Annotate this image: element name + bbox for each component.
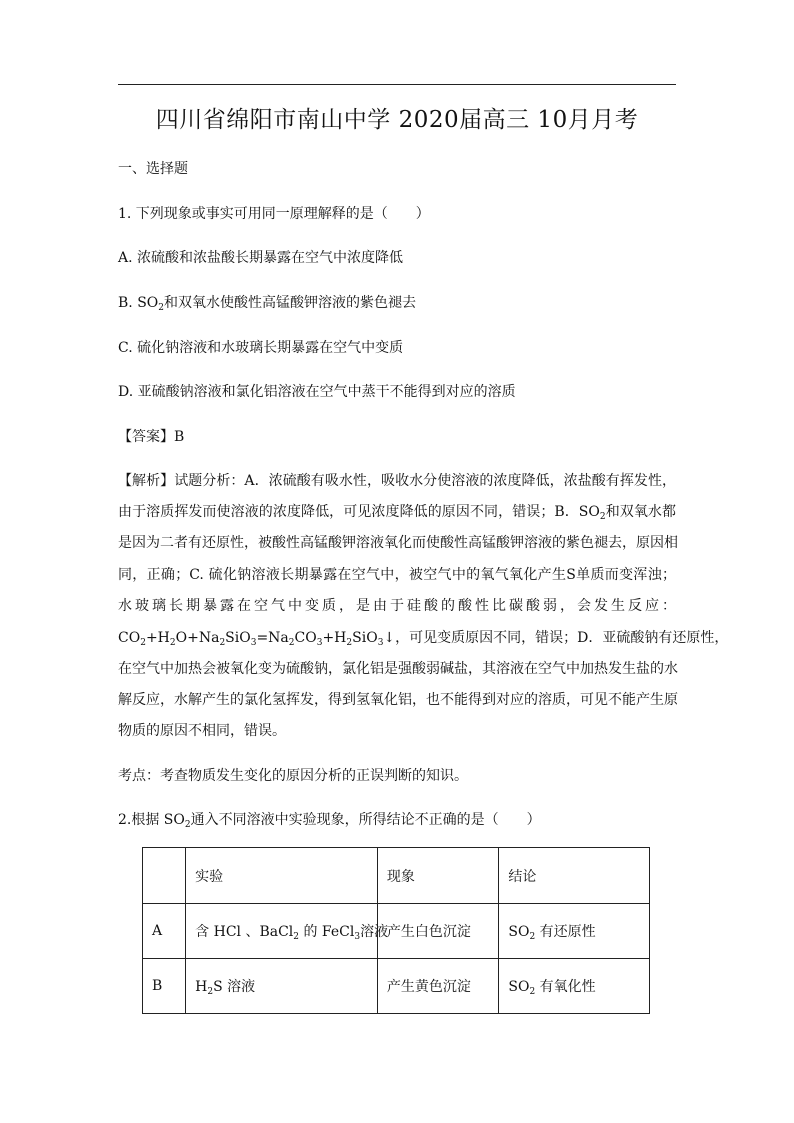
row-label: B [143,959,186,1014]
row-label: A [143,904,186,959]
table-header-cell [143,848,186,904]
eq-h2-sub: 2 [346,638,353,648]
eq-sio: SiO [225,630,251,646]
eq-co-sub: 2 [140,638,146,648]
q1-option-c: C. 硫化钠溶液和水玻璃长期暴露在空气中变质 [118,340,404,356]
q1-option-b-suffix: 和双氧水使酸性高锰酸钾溶液的紫色褪去 [164,295,416,311]
analysis-line-8: 解反应，水解产生的氯化氢挥发，得到氢氧化铝，也不能得到对应的溶质，可见不能产生原 [118,692,678,708]
conc-sub: 2 [529,932,536,942]
eq-sio3-sub: 3 [377,638,384,648]
conc-post: 有氧化性 [535,979,596,995]
eq-co3-sub: 3 [316,638,323,648]
analysis-line-3: 是因为二者有还原性，被酸性高锰酸钾溶液氧化而使酸性高锰酸钾溶液的紫色褪去，原因相 [118,535,678,551]
q2-stem-sub: 2 [184,820,191,830]
conclusion-cell [499,904,650,959]
experiment-cell [186,959,378,1014]
q1-option-a: A. 浓硫酸和浓盐酸长期暴露在空气中浓度降低 [118,250,404,266]
q1-option-b-prefix: B. SO [118,295,159,311]
document-title: 四川省绵阳市南山中学 2020届高三 10月月考 [155,107,639,133]
eq-o-na: O+Na [175,630,220,646]
table-row [143,904,650,959]
conc-pre: SO [508,979,530,995]
analysis-line-7: 在空气中加热会被氧化变为硫酸钠，氯化铝是强酸弱碱盐，其溶液在空气中加热发生盐的水 [118,661,678,677]
eq-h: +H [145,630,170,646]
eq-plus-h: +H [322,630,347,646]
exp-pre: 含 HCl 、BaCl [195,924,294,940]
analysis-line-1: 【解析】试题分析：A．浓硫酸有吸水性，吸收水分使溶液的浓度降低，浓盐酸有挥发性， [118,473,676,489]
q2-stem-prefix: 2.根据 SO [118,812,185,828]
analysis-line-2-a: 由于溶质挥发而使溶液的浓度降低，可见浓度降低的原因不同，错误；B．SO [118,504,600,520]
q1-kaodian: 考点：考查物质发生变化的原因分析的正误判断的知识。 [118,768,468,784]
table-header-cell: 结论 [499,848,650,904]
exp-pre: H [195,979,208,995]
exp-post: 溶液 [360,924,389,940]
analysis-line-9: 物质的原因不相同，错误。 [118,723,286,739]
eq-eq-na: =Na [256,630,289,646]
eq-co: CO [118,630,141,646]
experiment-cell [186,904,389,959]
q1-option-b-sub: 2 [158,303,164,313]
analysis-line-2-b: 和双氧水都 [605,504,677,520]
eq-h-sub: 2 [169,638,176,648]
q1-answer: 【答案】B [118,429,185,445]
eq-sio3: SiO [352,630,378,646]
q2-table [142,847,650,1014]
conc-sub: 2 [529,987,536,997]
eq-na-sub: 2 [219,638,226,648]
header-rule [118,84,676,85]
exp-sub2: 3 [354,932,361,942]
eq-tail: ↓，可见变质原因不同，错误；D．亚硫酸钠有还原性， [383,630,729,646]
eq-sio-sub: 3 [250,638,257,648]
exp-sub1: 2 [293,932,300,942]
q2-stem-suffix: 通入不同溶液中实验现象，所得结论不正确的是（ ） [190,812,541,828]
q1-option-b [118,293,416,313]
table-header-cell: 实验 [186,848,378,904]
eq-na2-sub: 2 [288,638,295,648]
conclusion-cell [499,959,650,1014]
conc-pre: SO [508,924,530,940]
eq-co3: CO [294,630,317,646]
conc-post: 有还原性 [535,924,596,940]
analysis-line-5: 水玻璃长期暴露在空气中变质，是由于硅酸的酸性比碳酸弱，会发生反应： [118,598,676,614]
exp-sub1: 2 [207,987,214,997]
q1-option-d: D. 亚硫酸钠溶液和氯化铝溶液在空气中蒸干不能得到对应的溶质 [118,384,516,400]
q2-stem [118,810,541,830]
exp-mid: S 溶液 [213,979,256,995]
analysis-line-2-sub: 2 [599,512,606,522]
section-heading: 一、选择题 [118,161,188,177]
analysis-equation-line [118,628,729,648]
table-row [143,959,650,1014]
phenomenon-cell: 产生白色沉淀 [377,904,498,959]
q1-stem: 1. 下列现象或事实可用同一原理解释的是（ ） [118,206,430,222]
table-header-row [143,848,650,904]
analysis-line-2 [118,502,676,522]
analysis-line-4: 同，正确；C. 硫化钠溶液长期暴露在空气中，被空气中的氧气氧化产生S单质而变浑浊； [118,567,676,583]
exp-mid: 的 FeCl [299,924,355,940]
table-header-cell: 现象 [377,848,498,904]
phenomenon-cell: 产生黄色沉淀 [377,959,498,1014]
